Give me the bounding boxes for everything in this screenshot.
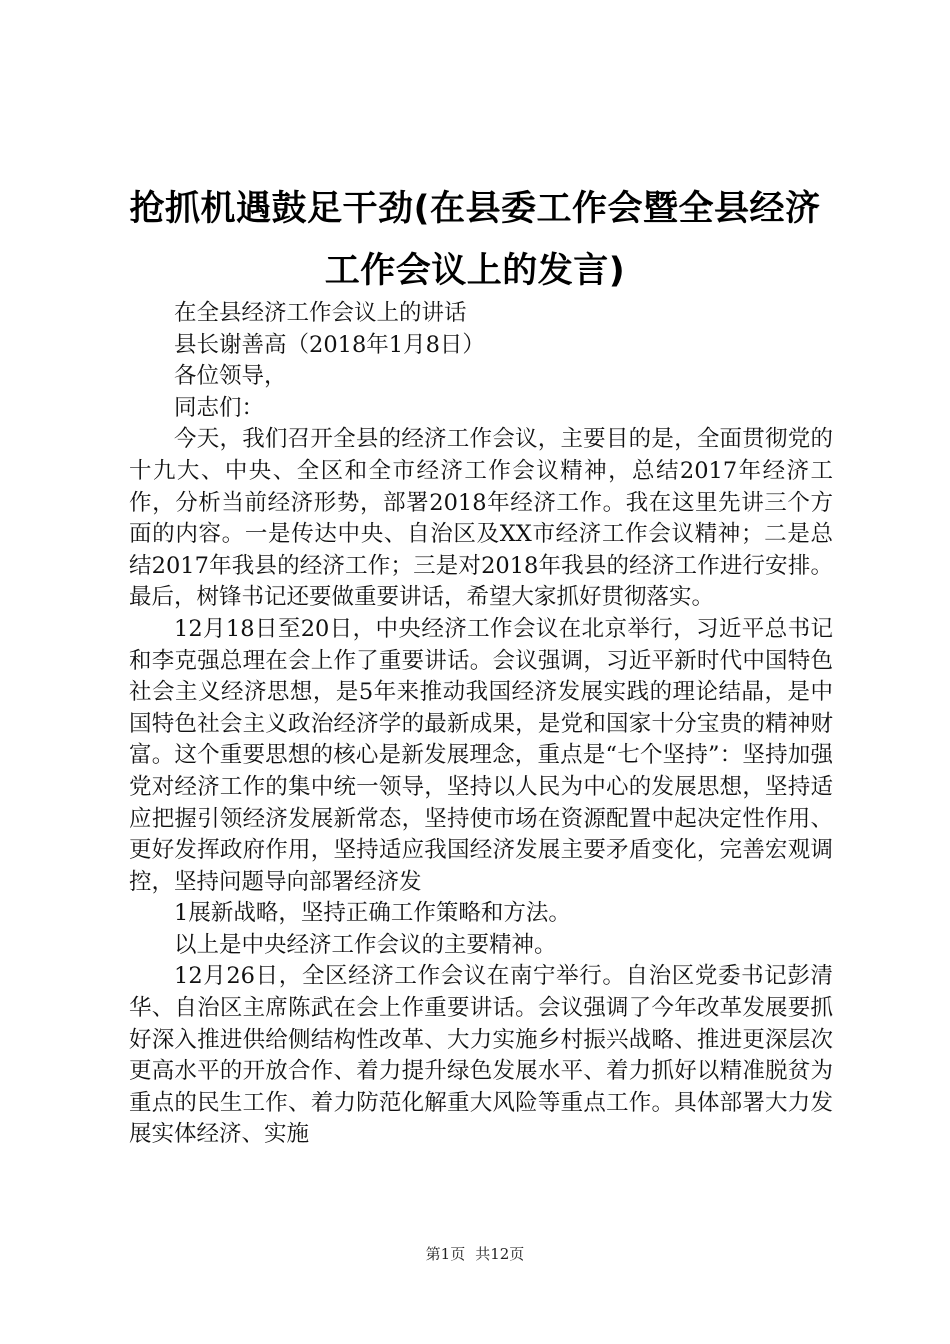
salutation: 同志们： (174, 394, 265, 421)
salutation: 各位领导， (174, 363, 287, 390)
page-number: 第1页 (425, 1245, 466, 1263)
document-body (129, 298, 833, 1151)
body-paragraph: 12月18日至20日，中央经济工作会议在北京举行，习近平总书记和李克强总理在会上作了重要讲话。会议强调，习近平新时代中国特色社会主义经济思想，是5年来推动我国经济发展实践的理论结晶，是中国特色社会主义政治经济学的最新成果，是党和国家十分宝贵的精神财富。这个重要思想的核心是新发展理念，重点是“七个坚持”：坚持加强党对经济工作的集中统一领导，坚持以人民为中心的发展思想，坚持适应把握引领经济发展新常态，坚持使市场在资源配置中起决定性作用、更好发挥政府作用，坚持适应我国经济发展主要矛盾变化，完善宏观调控，坚持问题导向部署经济发 (129, 615, 833, 895)
title-line: 抢抓机遇鼓足干劲(在县委工作会暨全县经济 (129, 189, 821, 229)
page-footer (0, 1243, 950, 1264)
page-title (120, 178, 830, 302)
speech-heading: 在全县经济工作会议上的讲话 (174, 300, 467, 326)
speaker-line: 县长谢善高（2018年1月8日） (174, 331, 485, 358)
title-line: 工作会议上的发言) (324, 251, 626, 291)
page-total: 共12页 (475, 1245, 525, 1263)
body-paragraph: 1展新战略，坚持正确工作策略和方法。 (174, 900, 571, 927)
body-paragraph: 12月26日，全区经济工作会议在南宁举行。自治区党委书记彭清华、自治区主席陈武在会上作重要讲话。会议强调了今年改革发展要抓好深入推进供给侧结构性改革、大力实施乡村振兴战略、推进更深层次更高水平的开放合作、着力提升绿色发展水平、着力抓好以精准脱贫为重点的民生工作、着力防范化解重大风险等重点工作。具体部署大力发展实体经济、实施 (129, 963, 833, 1148)
body-paragraph: 今天，我们召开全县的经济工作会议，主要目的是，全面贯彻党的十九大、中央、全区和全市经济工作会议精神，总结2017年经济工作，分析当前经济形势，部署2018年经济工作。我在这里先讲三个方面的内容。一是传达中央、自治区及XX市经济工作会议精神；二是总结2017年我县的经济工作；三是对2018年我县的经济工作进行安排。最后，树锋书记还要做重要讲话，希望大家抓好贯彻落实。 (129, 426, 833, 611)
body-paragraph: 以上是中央经济工作会议的主要精神。 (174, 931, 557, 958)
